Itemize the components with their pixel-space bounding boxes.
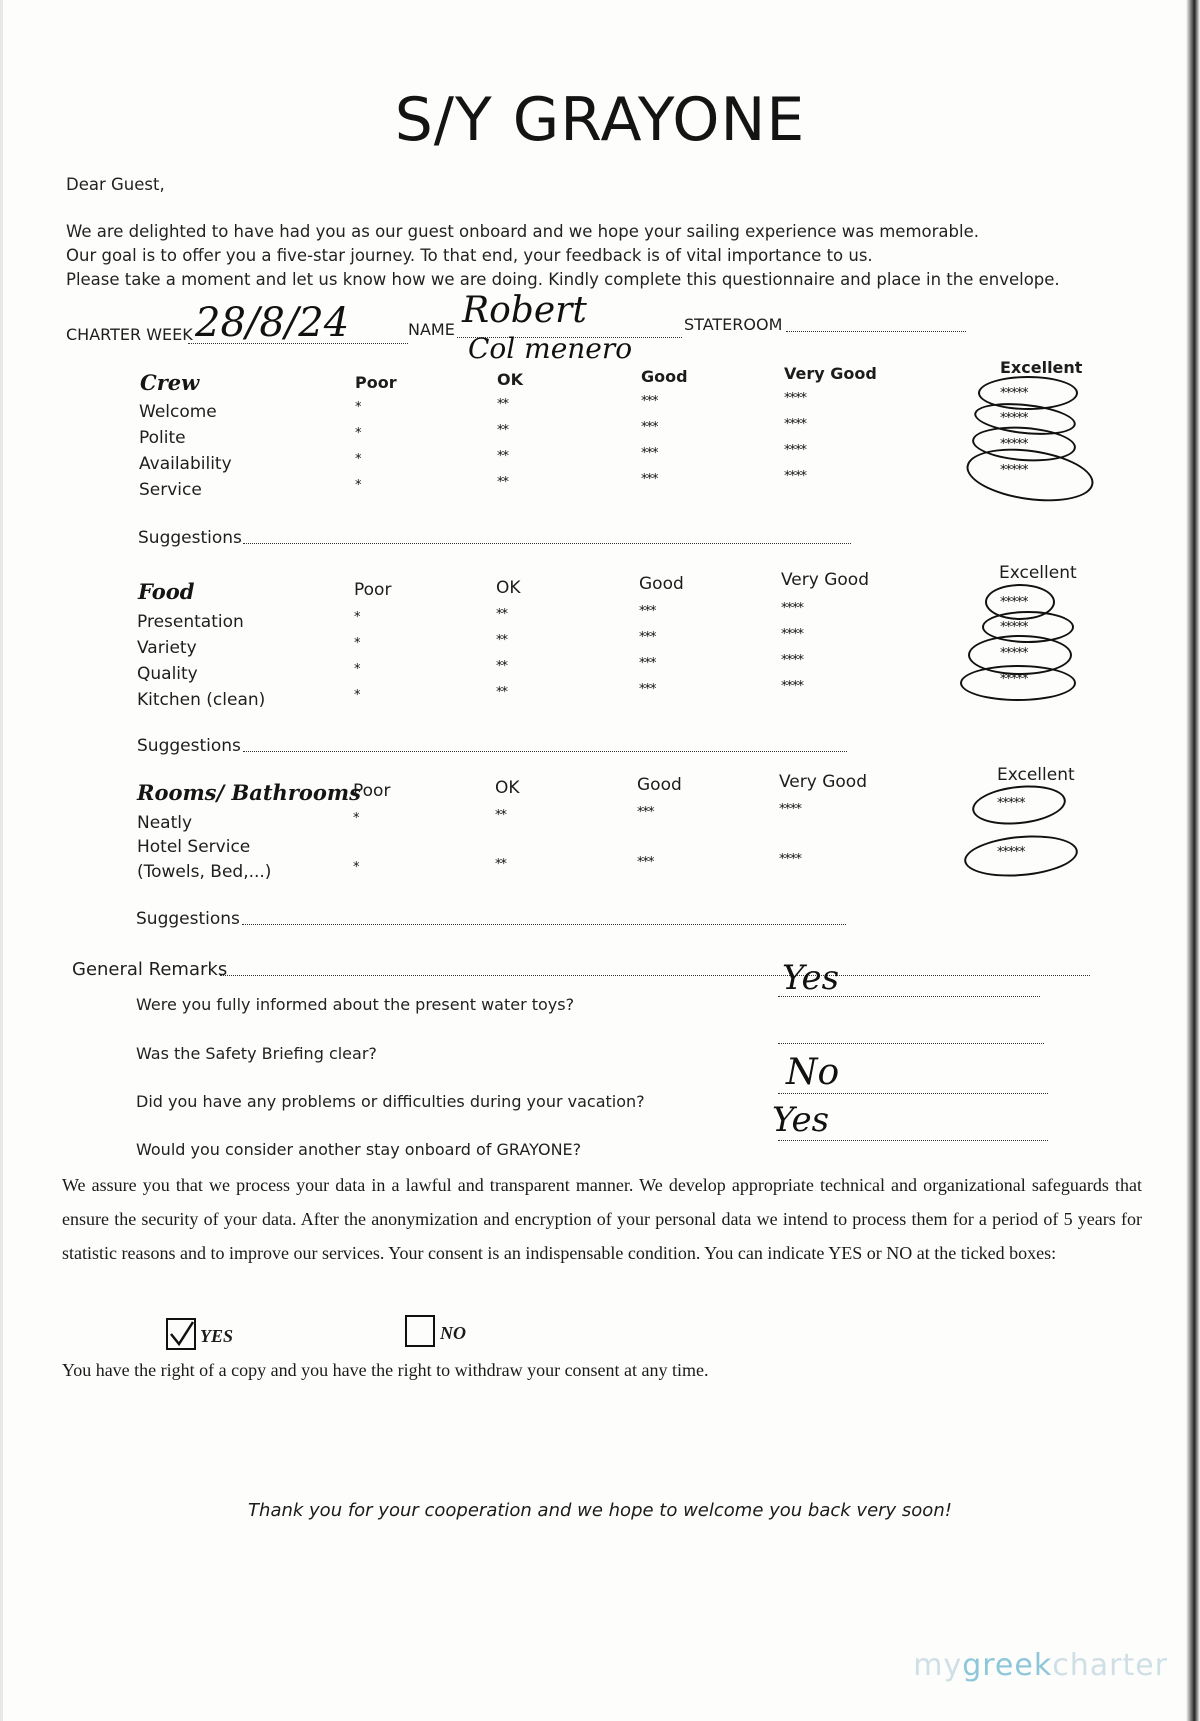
col-excellent: Excellent (997, 765, 1075, 785)
star-ok[interactable]: ** (496, 633, 507, 648)
rooms-item-neatly: Neatly (137, 813, 193, 833)
star-ok[interactable]: ** (496, 685, 507, 700)
star-very-good[interactable]: **** (784, 417, 806, 432)
star-good[interactable]: *** (641, 394, 658, 409)
col-ok: OK (496, 578, 521, 598)
star-poor[interactable]: * (353, 811, 359, 826)
star-poor[interactable]: * (354, 688, 360, 703)
intro-line-3: Please take a moment and let us know how we are doing. Kindly complete this questionnaire and place in the envelope. (66, 270, 1060, 289)
star-very-good[interactable]: **** (781, 679, 803, 694)
consent-footer: You have the right of a copy and you have the right to withdraw your consent at any time. (62, 1360, 709, 1380)
rooms-suggestions-line[interactable] (242, 924, 846, 925)
star-poor[interactable]: * (355, 452, 361, 467)
crew-item-polite: Polite (139, 428, 186, 448)
col-poor: Poor (354, 580, 392, 600)
star-excellent[interactable]: ***** (1000, 437, 1028, 452)
star-excellent[interactable]: ***** (1000, 595, 1028, 610)
star-excellent[interactable]: ***** (1000, 672, 1028, 687)
answer-line[interactable] (778, 1093, 1048, 1094)
food-item-presentation: Presentation (137, 612, 244, 632)
selection-circle (970, 781, 1067, 829)
star-good[interactable]: *** (639, 656, 656, 671)
star-poor[interactable]: * (355, 426, 361, 441)
crew-item-service: Service (139, 480, 202, 500)
star-good[interactable]: *** (639, 630, 656, 645)
rooms-item-hotel-service: Hotel Service (137, 837, 251, 857)
star-good[interactable]: *** (641, 420, 658, 435)
star-excellent[interactable]: ***** (997, 796, 1025, 811)
star-good[interactable]: *** (641, 446, 658, 461)
page-edge-left (0, 0, 3, 1721)
star-excellent[interactable]: ***** (997, 845, 1025, 860)
star-very-good[interactable]: **** (781, 653, 803, 668)
star-very-good[interactable]: **** (781, 601, 803, 616)
general-remarks-line[interactable] (220, 975, 1090, 976)
star-good[interactable]: *** (639, 682, 656, 697)
crew-suggestions-line[interactable] (243, 543, 851, 544)
col-good: Good (641, 367, 688, 386)
crew-item-welcome: Welcome (139, 402, 217, 422)
charter-week-label: CHARTER WEEK (66, 325, 193, 344)
stateroom-line (786, 331, 966, 332)
star-very-good[interactable]: **** (784, 443, 806, 458)
watermark-logo: mygreekcharter (913, 1648, 1168, 1683)
thank-you-message: Thank you for your cooperation and we hope to welcome you back very soon! (248, 1500, 952, 1521)
question-problems: Did you have any problems or difficulties during your vacation? (136, 1092, 645, 1111)
star-very-good[interactable]: **** (784, 469, 806, 484)
answer-water-toys: Yes (782, 958, 840, 998)
col-good: Good (637, 775, 682, 795)
star-very-good[interactable]: **** (784, 391, 806, 406)
answer-problems: No (786, 1052, 840, 1093)
star-ok[interactable]: ** (497, 397, 508, 412)
section-title-rooms: Rooms/ Bathrooms (137, 780, 361, 805)
star-good[interactable]: *** (639, 604, 656, 619)
selection-circle (962, 831, 1079, 881)
col-excellent: Excellent (999, 563, 1077, 583)
star-poor[interactable]: * (354, 610, 360, 625)
star-excellent[interactable]: ***** (1000, 646, 1028, 661)
question-safety-briefing: Was the Safety Briefing clear? (136, 1044, 377, 1063)
star-excellent[interactable]: ***** (1000, 386, 1028, 401)
col-very-good: Very Good (779, 772, 867, 792)
star-poor[interactable]: * (354, 662, 360, 677)
food-suggestions-label: Suggestions (137, 736, 241, 756)
page-edge-right (1186, 0, 1200, 1721)
selection-circle (963, 441, 1097, 508)
crew-suggestions-label: Suggestions (138, 528, 242, 548)
star-very-good[interactable]: **** (779, 802, 801, 817)
star-good[interactable]: *** (637, 805, 654, 820)
stateroom-label: STATEROOM (684, 315, 783, 334)
name-value-line-2: Col menero (468, 332, 633, 365)
col-good: Good (639, 574, 684, 594)
answer-line[interactable] (778, 1140, 1048, 1141)
star-poor[interactable]: * (355, 400, 361, 415)
checkmark-icon (168, 1320, 194, 1348)
col-ok: OK (495, 778, 520, 798)
rooms-suggestions-label: Suggestions (136, 909, 240, 929)
star-good[interactable]: *** (641, 472, 658, 487)
food-suggestions-line[interactable] (243, 751, 847, 752)
col-excellent: Excellent (1000, 358, 1083, 377)
food-item-kitchen: Kitchen (clean) (137, 690, 266, 710)
star-ok[interactable]: ** (497, 449, 508, 464)
star-very-good[interactable]: **** (779, 852, 801, 867)
star-poor[interactable]: * (354, 636, 360, 651)
star-ok[interactable]: ** (497, 475, 508, 490)
star-excellent[interactable]: ***** (1000, 463, 1028, 478)
selection-circle (960, 665, 1076, 701)
star-good[interactable]: *** (637, 855, 654, 870)
crew-item-availability: Availability (139, 454, 232, 474)
food-item-quality: Quality (137, 664, 198, 684)
intro-line-1: We are delighted to have had you as our guest onboard and we hope your sailing experience was memorable. (66, 222, 979, 241)
star-ok[interactable]: ** (496, 607, 507, 622)
food-item-variety: Variety (137, 638, 197, 658)
star-poor[interactable]: * (353, 860, 359, 875)
section-title-food: Food (138, 579, 195, 604)
col-poor: Poor (353, 781, 391, 801)
rooms-item-towels-bed: (Towels, Bed,...) (137, 862, 272, 882)
col-very-good: Very Good (784, 364, 877, 383)
star-very-good[interactable]: **** (781, 627, 803, 642)
question-another-stay: Would you consider another stay onboard of GRAYONE? (136, 1140, 582, 1159)
col-poor: Poor (355, 373, 397, 392)
general-remarks-label: General Remarks (72, 959, 228, 980)
name-value[interactable]: Robert (462, 290, 587, 331)
star-excellent[interactable]: ***** (1000, 620, 1028, 635)
page-title: S/Y GRAYONE (394, 85, 806, 155)
star-ok[interactable]: ** (495, 857, 506, 872)
star-ok[interactable]: ** (497, 423, 508, 438)
consent-no-label: NO (440, 1323, 466, 1343)
star-ok[interactable]: ** (495, 808, 506, 823)
answer-another-stay: Yes (772, 1100, 830, 1140)
consent-yes-label: YES (200, 1326, 234, 1346)
col-very-good: Very Good (781, 570, 869, 590)
consent-paragraph: We assure you that we process your data in a lawful and transparent manner. We develop appropriate technical and organizational safeguards that ensure the security of your data. After the anonymization and encryption of your personal data we intend to process them for a period of 5 years for statistic reasons and to improve our services. Your consent is an indispensable condition. You can indicate YES or NO at the ticked boxes: (62, 1175, 1142, 1263)
star-ok[interactable]: ** (496, 659, 507, 674)
answer-line[interactable] (778, 1043, 1044, 1044)
question-water-toys: Were you fully informed about the present water toys? (136, 995, 575, 1014)
greeting: Dear Guest, (66, 175, 165, 194)
intro-line-2: Our goal is to offer you a five-star journey. To that end, your feedback is of vital importance to us. (66, 246, 873, 265)
star-poor[interactable]: * (355, 478, 361, 493)
star-excellent[interactable]: ***** (1000, 411, 1028, 426)
consent-no-checkbox[interactable] (405, 1315, 435, 1347)
consent-yes-checkbox[interactable] (166, 1318, 196, 1350)
charter-week-value[interactable]: 28/8/24 (195, 300, 350, 346)
name-label: NAME (408, 320, 455, 339)
section-title-crew: Crew (140, 370, 200, 395)
col-ok: OK (497, 370, 523, 389)
